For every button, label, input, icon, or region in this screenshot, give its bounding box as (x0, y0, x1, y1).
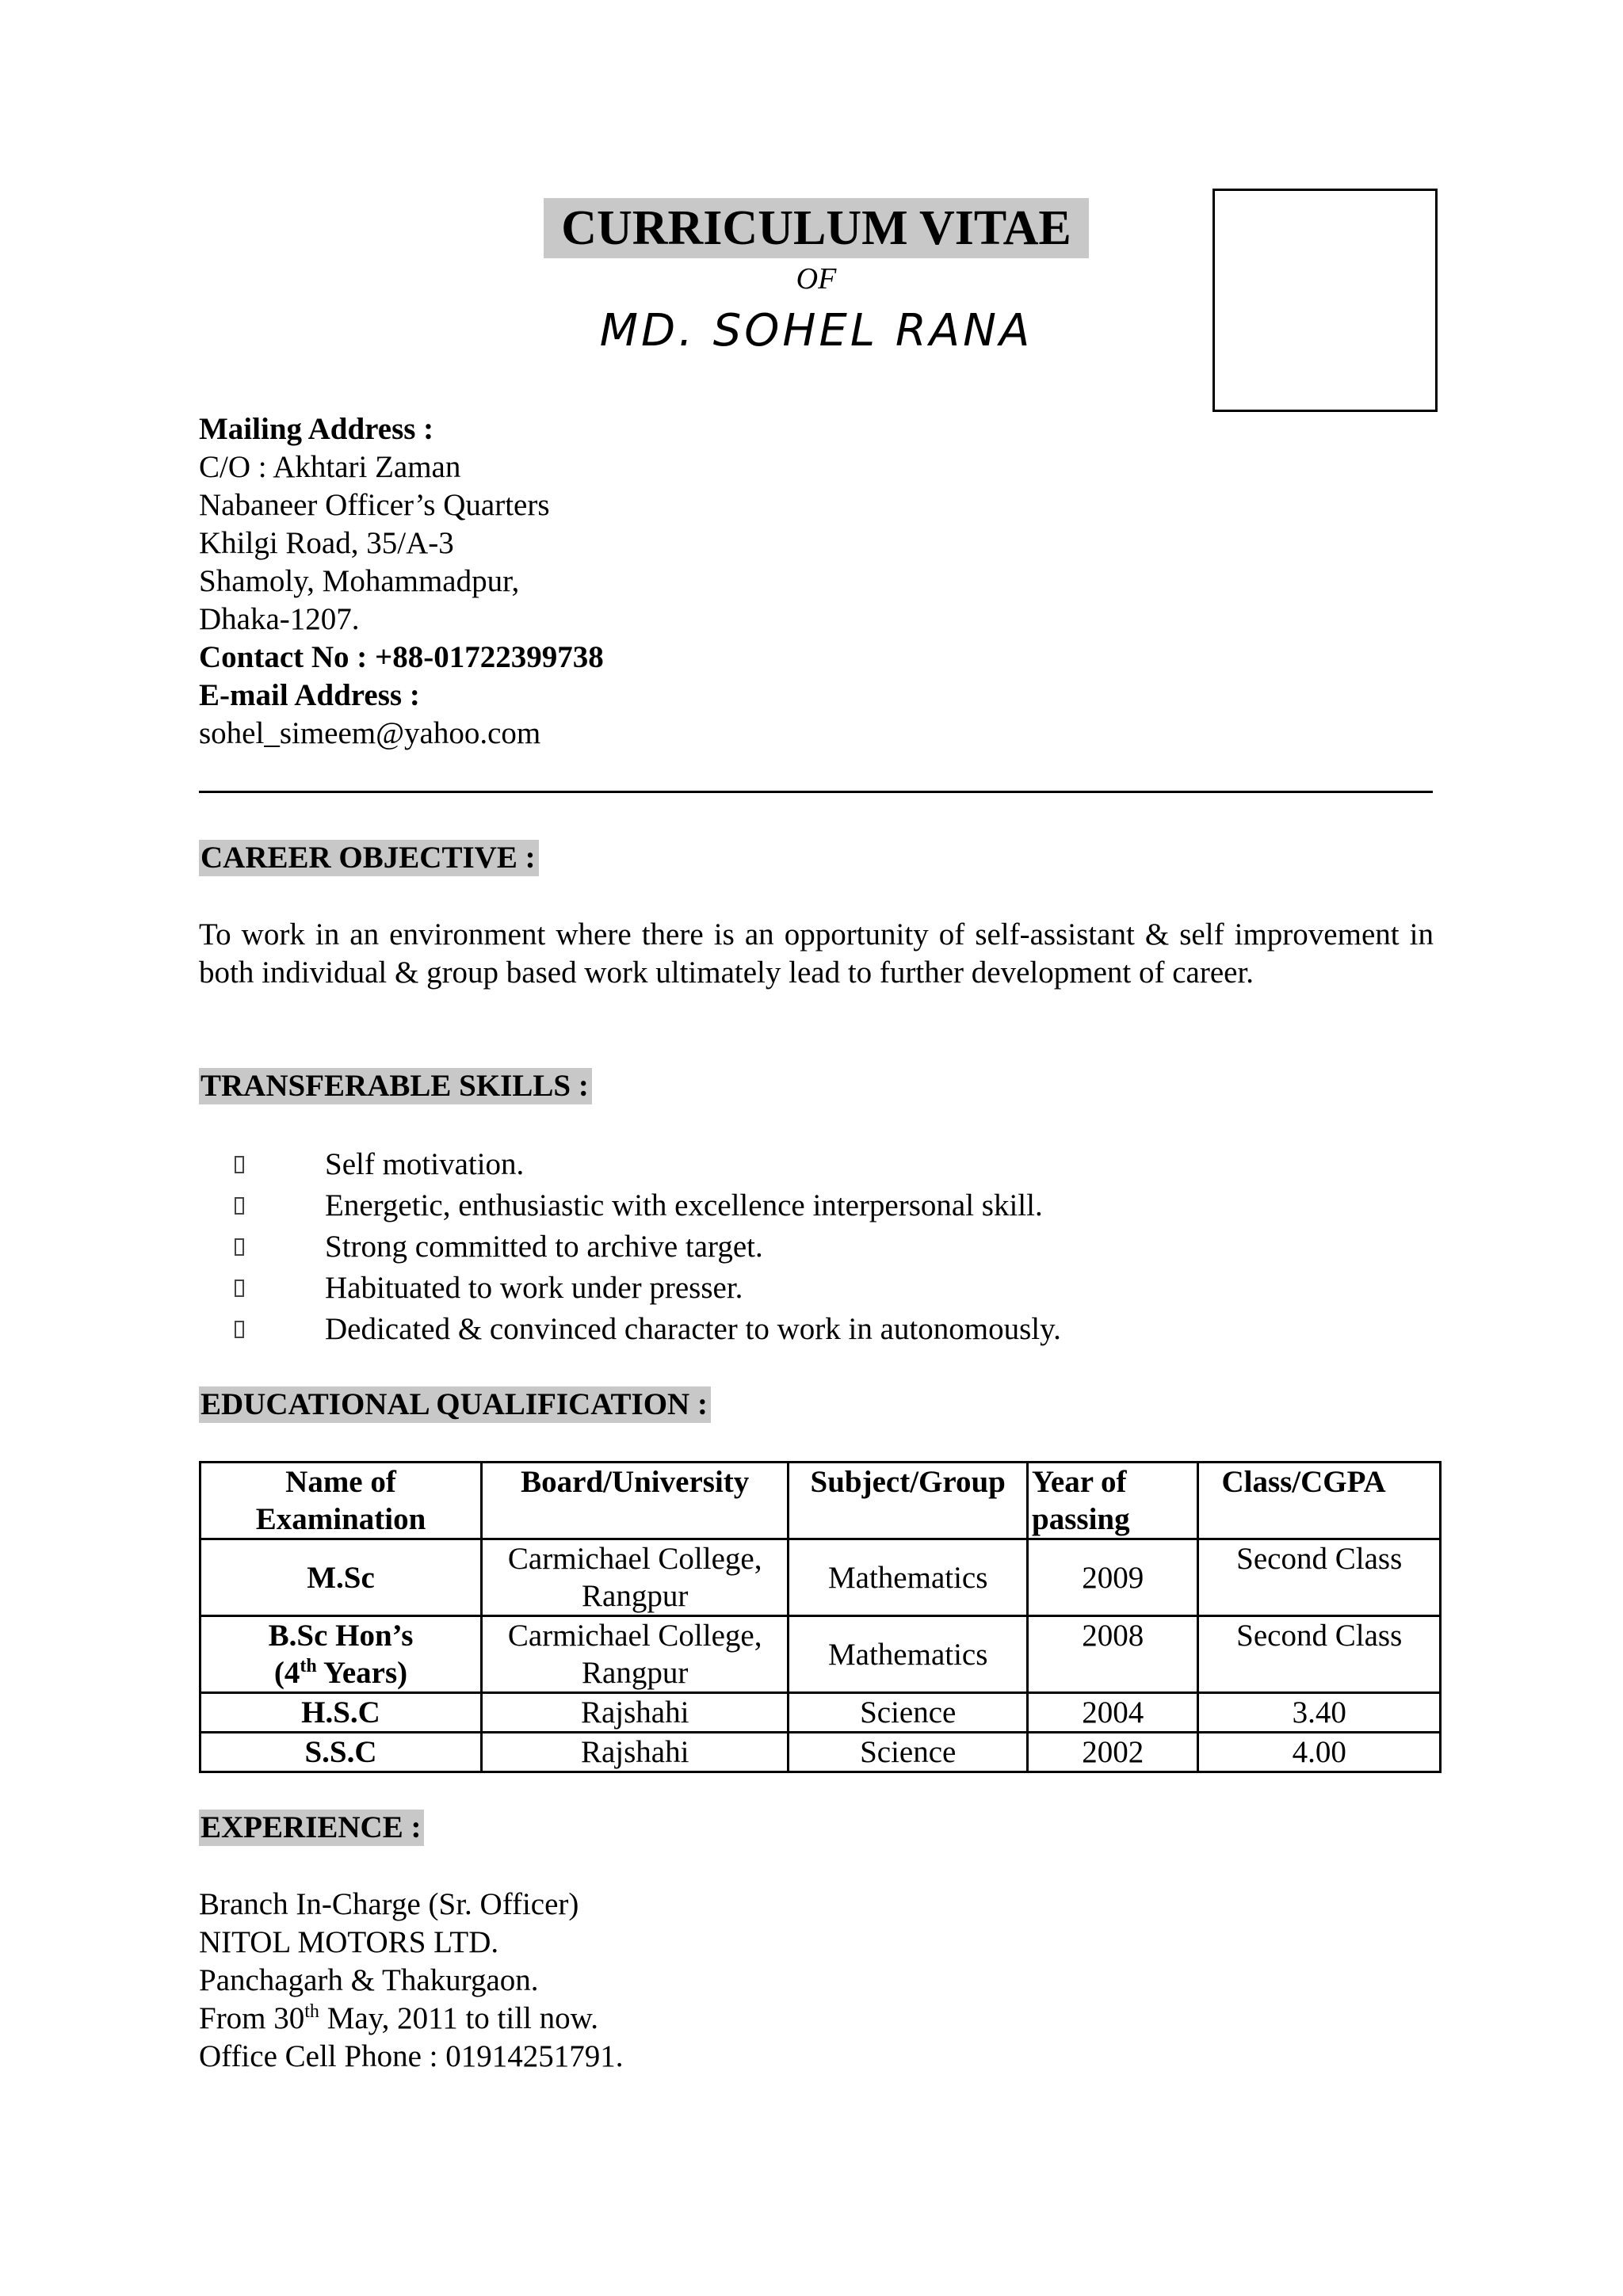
cv-title: CURRICULUM VITAE (544, 198, 1089, 258)
cell-exam: S.S.C (200, 1733, 482, 1772)
address-line: Khilgi Road, 35/A-3 (199, 526, 454, 560)
experience-heading: EXPERIENCE : (199, 1810, 424, 1846)
table-row (200, 1539, 1441, 1616)
skill-text: Strong committed to archive target. (325, 1230, 763, 1264)
cell-year: 2004 (1028, 1693, 1198, 1733)
cell-text: B.Sc Hon’s (268, 1619, 414, 1653)
cell-exam (200, 1616, 482, 1693)
header-text: Examination (255, 1502, 426, 1536)
cell-board (482, 1616, 789, 1693)
address-line: Dhaka-1207. (199, 602, 360, 636)
cell-text: (4 (273, 1656, 300, 1690)
cell-subject: Science (789, 1693, 1028, 1733)
cell-year: 2008 (1028, 1616, 1198, 1693)
cell-text: Rangpur (582, 1579, 689, 1613)
skills-list (235, 1144, 1061, 1350)
header-year (1028, 1463, 1198, 1539)
superscript: th (300, 1656, 317, 1676)
education-table (199, 1461, 1442, 1773)
list-item (235, 1268, 1061, 1309)
cell-board: Rajshahi (482, 1733, 789, 1772)
cell-text: Rangpur (582, 1656, 689, 1690)
cv-name: MD. SOHEL RANA (599, 305, 1033, 357)
experience-company: NITOL MOTORS LTD. (199, 1925, 499, 1959)
cell-exam: M.Sc (200, 1539, 482, 1616)
cell-subject: Science (789, 1733, 1028, 1772)
experience-phone: Office Cell Phone : 01914251791. (199, 2039, 624, 2073)
experience-period (199, 2000, 623, 2038)
table-header-row (200, 1463, 1441, 1539)
bullet-icon (235, 1280, 244, 1297)
cell-board (482, 1539, 789, 1616)
photo-placeholder (1212, 189, 1438, 412)
table-row (200, 1733, 1441, 1772)
header-subject: Subject/Group (789, 1463, 1028, 1539)
experience-block (199, 1886, 623, 2076)
educational-qualification-heading: EDUCATIONAL QUALIFICATION : (199, 1386, 711, 1423)
skill-text: Self motivation. (325, 1147, 525, 1181)
bullet-icon (235, 1321, 244, 1338)
period-text: From 30 (199, 2001, 305, 2035)
list-item (235, 1185, 1061, 1226)
cell-subject: Mathematics (789, 1616, 1028, 1693)
address-line: C/O : Akhtari Zaman (199, 450, 461, 484)
cell-board: Rajshahi (482, 1693, 789, 1733)
cell-text: Carmichael College, (507, 1542, 762, 1576)
email-address: sohel_simeem@yahoo.com (199, 716, 541, 750)
table-row (200, 1693, 1441, 1733)
address-line: Shamoly, Mohammadpur, (199, 564, 520, 598)
section-divider (199, 791, 1433, 793)
career-objective-text: To work in an environment where there is an opportunity of self-assistant & self improvement in both individual & group based work ultimately lead to further development of career. (199, 917, 1434, 990)
transferable-skills-heading: TRANSFERABLE SKILLS : (199, 1068, 592, 1104)
cell-class: 4.00 (1198, 1733, 1441, 1772)
experience-position: Branch In-Charge (Sr. Officer) (199, 1887, 579, 1921)
contact-number: Contact No : +88-01722399738 (199, 640, 604, 674)
cell-subject: Mathematics (789, 1539, 1028, 1616)
experience-location: Panchagarh & Thakurgaon. (199, 1963, 539, 1997)
mailing-address-label: Mailing Address : (199, 412, 434, 446)
skill-text: Habituated to work under presser. (325, 1271, 743, 1305)
header-text: Name of (285, 1465, 396, 1499)
header-text: Year of (1032, 1465, 1127, 1499)
cell-year: 2009 (1028, 1539, 1198, 1616)
skill-text: Dedicated & convinced character to work in autonomously. (325, 1312, 1061, 1346)
skill-text: Energetic, enthusiastic with excellence interpersonal skill. (325, 1188, 1043, 1222)
header-text: passing (1032, 1502, 1130, 1536)
superscript: th (304, 2001, 319, 2022)
cv-of-label: OF (796, 262, 837, 296)
career-objective-heading: CAREER OBJECTIVE : (199, 840, 539, 876)
list-item (235, 1226, 1061, 1268)
header-board: Board/University (482, 1463, 789, 1539)
cell-text: Years) (316, 1656, 408, 1690)
table-row (200, 1616, 1441, 1693)
cell-text: Carmichael College, (507, 1619, 762, 1653)
cell-class: 3.40 (1198, 1693, 1441, 1733)
address-line: Nabaneer Officer’s Quarters (199, 488, 550, 522)
cell-exam: H.S.C (200, 1693, 482, 1733)
list-item (235, 1309, 1061, 1350)
cell-class: Second Class (1198, 1539, 1441, 1616)
contact-block (199, 410, 604, 753)
email-label: E-mail Address : (199, 678, 420, 712)
header-class: Class/CGPA (1198, 1463, 1441, 1539)
cell-year: 2002 (1028, 1733, 1198, 1772)
bullet-icon (235, 1238, 244, 1256)
bullet-icon (235, 1197, 244, 1215)
bullet-icon (235, 1156, 244, 1173)
period-text: May, 2011 to till now. (319, 2001, 599, 2035)
list-item (235, 1144, 1061, 1185)
header-examination (200, 1463, 482, 1539)
cell-class: Second Class (1198, 1616, 1441, 1693)
